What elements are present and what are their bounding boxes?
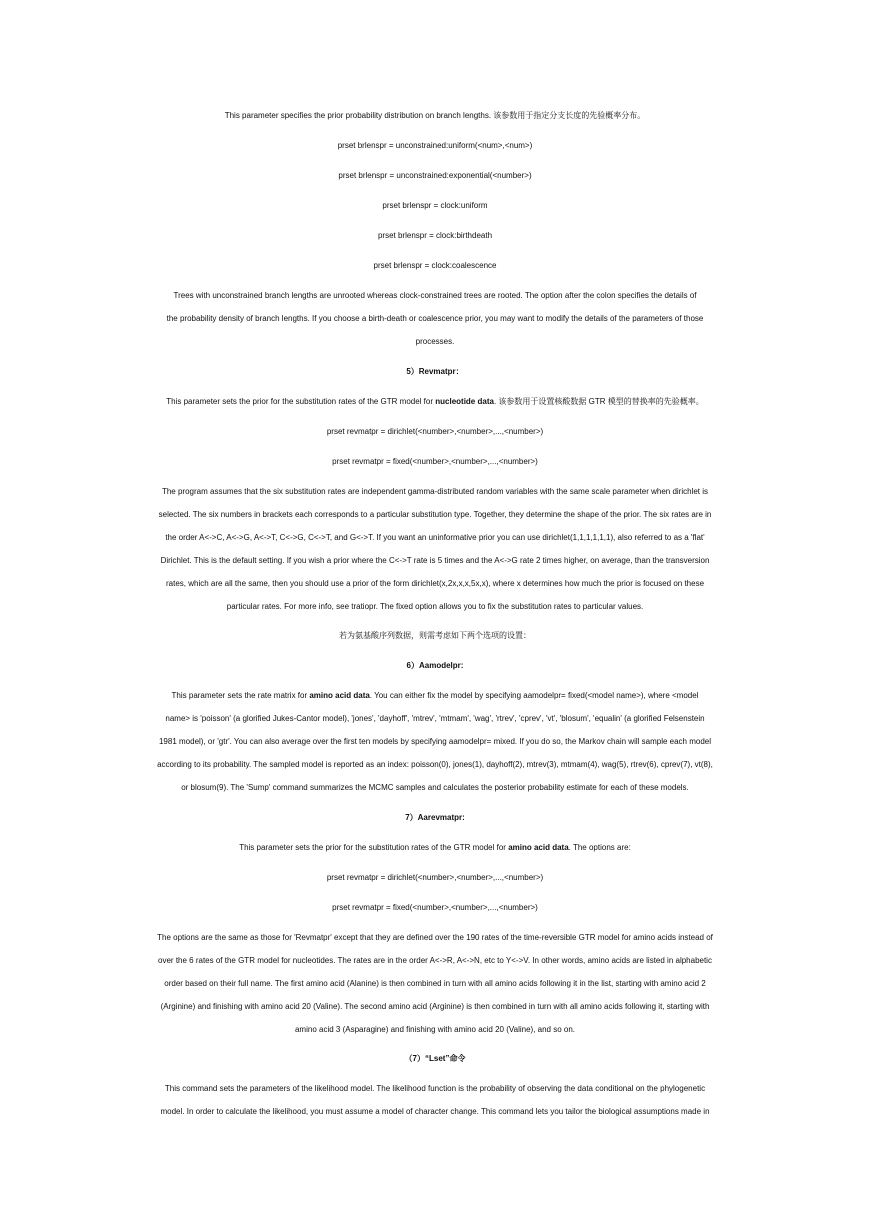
aamodelpr-desc-line: according to its probability. The sampled model is reported as an index: poisson(0), jones(1), dayhoff(2), mtrev(3), mtmam(4), wag(5), rtrev(6), cprev(7), vt(8), <box>157 760 713 769</box>
brlenspr-desc-line: the probability density of branch lengths. If you choose a birth-death or coalescence prior, you may want to modify the details of the parameters of those <box>166 314 704 323</box>
brlenspr-intro: This parameter specifies the prior probability distribution on branch lengths. 该参数用于指定分支长度的先验概率分布。 <box>224 111 646 120</box>
brlenspr-option: prset brlenspr = unconstrained:uniform(<num>,<num>) <box>337 141 533 150</box>
amino-acid-note: 若为氨基酸序列数据，则需考虑如下两个选项的设置： <box>339 631 531 640</box>
revmatpr-desc-line: rates, which are all the same, then you should use a prior of the form dirichlet(x,2x,x,x,5x,x), where x determines how much the prior is focused on these <box>165 579 705 588</box>
revmatpr-desc-line: particular rates. For more info, see tratiopr. The fixed option allows you to fix the substitution rates to particular values. <box>226 602 644 611</box>
aamodelpr-desc-line: or blosum(9). The 'Sump' command summarizes the MCMC samples and calculates the posterior probability estimate for each of these models. <box>181 783 689 792</box>
aarevmatpr-desc-line: (Arginine) and finishing with amino acid 20 (Valine). The second amino acid (Arginine) is then combined in turn with all amino acids following it, starting with <box>160 1002 710 1011</box>
brlenspr-intro-zh: 该参数用于指定分支长度的先验概率分布。 <box>493 111 646 120</box>
aarevmatpr-option: prset revmatpr = dirichlet(<number>,<number>,...,<number>) <box>326 873 544 882</box>
lset-desc-line: model. In order to calculate the likelihood, you must assume a model of character change. This command lets you tailor the biological assumptions made in <box>160 1107 710 1116</box>
aarevmatpr-desc-line: over the 6 rates of the GTR model for nucleotides. The rates are in the order A<->R, A<->N, etc to Y<->V. In other words, amino acids are listed in alphabetic <box>158 956 712 965</box>
brlenspr-desc-line: Trees with unconstrained branch lengths are unrooted whereas clock-constrained trees are rooted. The option after the colon specifies the details of <box>173 291 697 300</box>
aarevmatpr-option: prset revmatpr = fixed(<number>,<number>,...,<number>) <box>332 903 538 912</box>
brlenspr-option: prset brlenspr = unconstrained:exponential(<number>) <box>338 171 532 180</box>
aamodelpr-desc-line: This parameter sets the rate matrix for amino acid data. You can either fix the model by specifying aamodelpr= fixed(<model name>), where <model <box>171 691 699 700</box>
aarevmatpr-desc-line: order based on their full name. The first amino acid (Alanine) is then combined in turn with all amino acids following it in the list, starting with amino acid 2 <box>164 979 706 988</box>
revmatpr-intro-zh: 该参数用于设置核酸数据 GTR 模型的替换率的先验概率。 <box>498 397 704 406</box>
aarevmatpr-desc-line: amino acid 3 (Asparagine) and finishing with amino acid 20 (Valine), and so on. <box>294 1025 575 1034</box>
aarevmatpr-intro: This parameter sets the prior for the substitution rates of the GTR model for amino acid data. The options are: <box>239 843 631 852</box>
aamodelpr-heading: 6）Aamodelpr: <box>406 661 464 670</box>
revmatpr-option: prset revmatpr = dirichlet(<number>,<number>,...,<number>) <box>326 427 544 436</box>
brlenspr-option: prset brlenspr = clock:uniform <box>382 201 488 210</box>
revmatpr-desc-line: The program assumes that the six substitution rates are independent gamma-distributed random variables with the same scale parameter when dirichlet is <box>161 487 709 496</box>
revmatpr-desc-line: the order A<->C, A<->G, A<->T, C<->G, C<->T, and G<->T. If you want an uninformative prior you can use dirichlet(1,1,1,1,1,1), also referred to as a 'flat' <box>165 533 705 542</box>
aamodelpr-desc-line: name> is 'poisson' (a glorified Jukes-Cantor model), 'jones', 'dayhoff', 'mtrev', 'mtmam', 'wag', 'rtrev', 'cprev', 'vt', 'blosum', 'equalin' (a glorified Felsenstein <box>165 714 705 723</box>
brlenspr-option: prset brlenspr = clock:birthdeath <box>377 231 493 240</box>
revmatpr-heading: 5）Revmatpr： <box>406 367 464 376</box>
aamodelpr-desc-line: 1981 model), or 'gtr'. You can also average over the first ten models by specifying aamodelpr= mixed. If you do so, the Markov chain will sample each model <box>158 737 711 746</box>
revmatpr-intro: This parameter sets the prior for the substitution rates of the GTR model for nucleotide data. 该参数用于设置核酸数据 GTR 模型的替换率的先验概率。 <box>166 397 704 406</box>
revmatpr-desc-line: selected. The six numbers in brackets each corresponds to a particular substitution type. Together, they determine the shape of the prior. The six rates are in <box>158 510 712 519</box>
brlenspr-option: prset brlenspr = clock:coalescence <box>373 261 497 270</box>
aarevmatpr-heading: 7）Aarevmatpr: <box>405 813 465 822</box>
lset-heading: （7）“Lset”命令 <box>404 1054 466 1063</box>
revmatpr-desc-line: Dirichlet. This is the default setting. If you wish a prior where the C<->T rate is 5 times and the A<->G rate 2 times higher, on average, than the transversion <box>160 556 710 565</box>
revmatpr-option: prset revmatpr = fixed(<number>,<number>,...,<number>) <box>332 457 538 466</box>
aarevmatpr-desc-line: The options are the same as those for 'Revmatpr' except that they are defined over the 190 rates of the time-reversible GTR model for amino acids instead of <box>157 933 713 942</box>
lset-desc-line: This command sets the parameters of the likelihood model. The likelihood function is the probability of observing the data conditional on the phylogenetic <box>164 1084 706 1093</box>
brlenspr-desc-line: processes. <box>415 337 455 346</box>
